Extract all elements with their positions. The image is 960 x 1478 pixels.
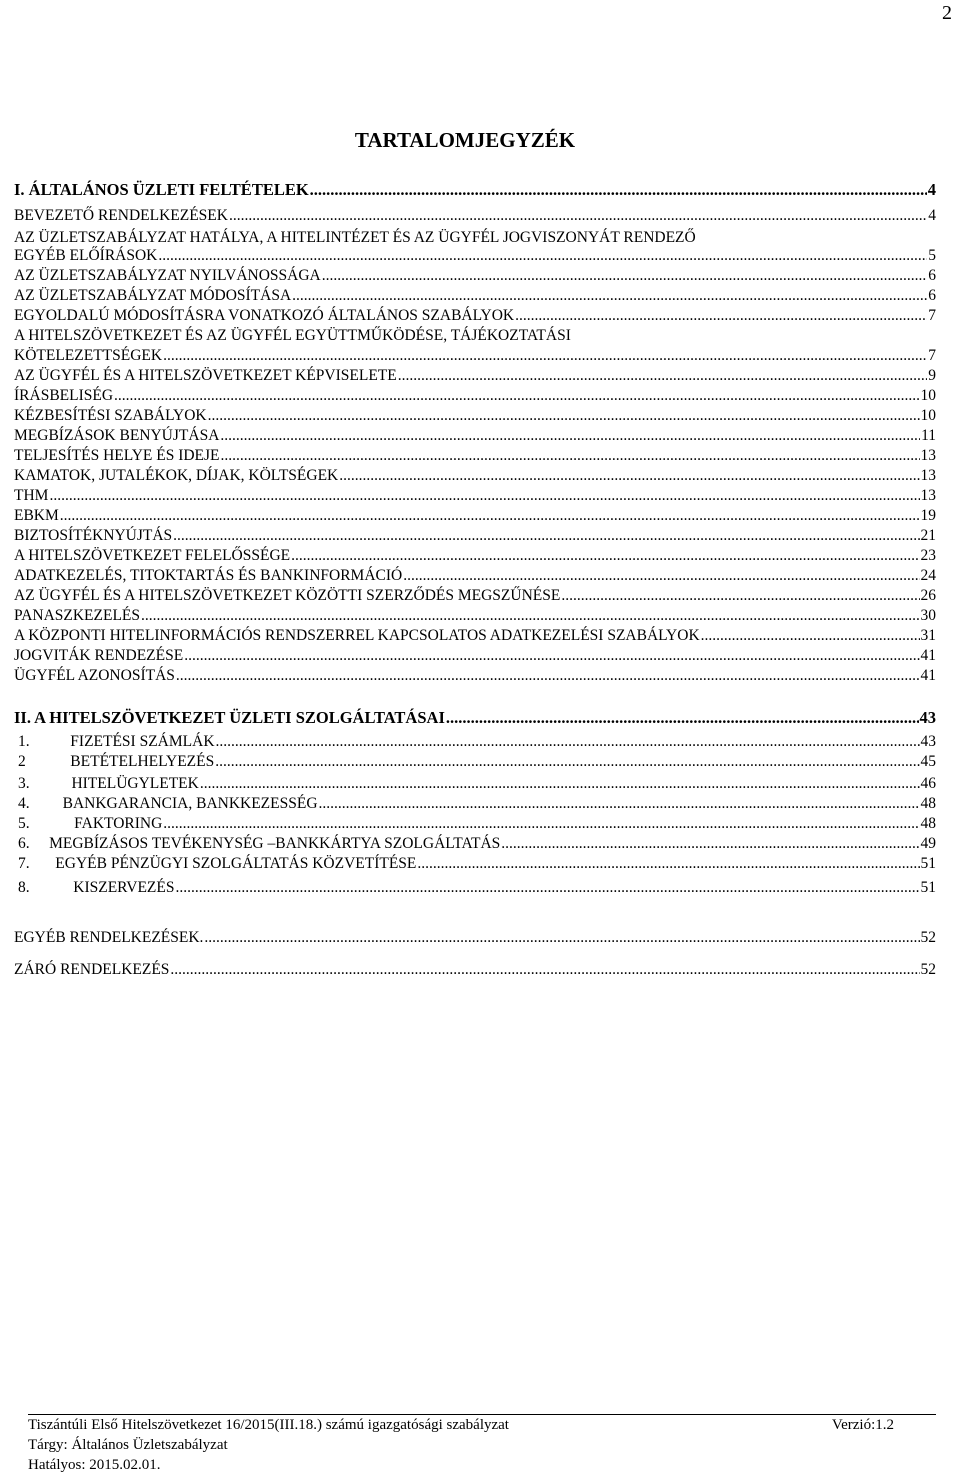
toc-dot-leader	[501, 834, 919, 854]
toc-entry-number: 8.	[18, 879, 30, 896]
toc-entry-page: 48	[920, 815, 936, 832]
toc-entry-page: 11	[921, 427, 936, 444]
toc-entry-label: AZ ÜGYFÉL ÉS A HITELSZÖVETKEZET KÉPVISELETE	[14, 367, 397, 384]
toc-dot-leader	[163, 346, 927, 366]
toc-entry-page: 13	[920, 467, 936, 484]
footer-institution: Tiszántúli Első Hitelszövetkezet 16/2015(III.18.) számú igazgatósági szabályzat	[28, 1417, 509, 1433]
toc-entry-page: 46	[920, 775, 936, 792]
toc-entry-label: KAMATOK, JUTALÉKOK, DÍJAK, KÖLTSÉGEK	[14, 467, 339, 484]
toc-entry[interactable]	[14, 606, 936, 626]
toc-dot-leader	[215, 752, 919, 772]
toc-dot-leader	[322, 266, 928, 286]
toc-entry[interactable]	[14, 346, 936, 366]
toc-dot-leader	[114, 386, 919, 406]
toc-dot-leader	[49, 486, 919, 506]
toc-entry[interactable]	[14, 266, 936, 286]
toc-dot-leader	[291, 546, 919, 566]
toc-dot-leader	[163, 814, 919, 834]
toc-entry-label: AZ ÜGYFÉL ÉS A HITELSZÖVETKEZET KÖZÖTTI SZERZŐDÉS MEGSZŰNÉSE	[14, 587, 561, 604]
toc-entry-label: A HITELSZÖVETKEZET FELELŐSSÉGE	[14, 547, 291, 564]
toc-entry-label: HITELÜGYLETEK	[71, 775, 199, 792]
toc-entry[interactable]	[14, 626, 936, 646]
toc-entry-number: 2	[18, 753, 26, 770]
toc-dot-leader	[200, 774, 920, 794]
toc-entry[interactable]	[18, 834, 936, 854]
toc-entry-label: THM	[14, 487, 49, 504]
toc-entry-page: 23	[920, 547, 936, 564]
toc-entry[interactable]	[14, 446, 936, 466]
toc-entry-label: KISZERVEZÉS	[73, 879, 175, 896]
toc-entry[interactable]	[14, 646, 936, 666]
toc-entry-number: 3.	[18, 775, 30, 792]
toc-entry[interactable]	[18, 814, 936, 834]
toc-entry-label: PANASZKEZELÉS	[14, 607, 141, 624]
toc-entry-label: EGYÉB RENDELKEZÉSEK.	[14, 929, 204, 946]
toc-entry[interactable]	[14, 526, 936, 546]
toc-entry-page: 5	[928, 247, 936, 264]
toc-entry-page: 6	[928, 267, 936, 284]
toc-entry[interactable]	[18, 752, 936, 772]
toc-entry-label: AZ ÜZLETSZABÁLYZAT NYILVÁNOSSÁGA	[14, 267, 321, 284]
toc-entry-page: 31	[920, 627, 936, 644]
toc-entry-label: ZÁRÓ RENDELKEZÉS	[14, 961, 170, 978]
toc-entry-label: BETÉTELHELYEZÉS	[70, 753, 215, 770]
toc-dot-leader	[701, 626, 920, 646]
toc-entry-page: 30	[920, 607, 936, 624]
toc-entry[interactable]	[14, 486, 936, 506]
toc-dot-leader	[176, 666, 920, 686]
page-title: TARTALOMJEGYZÉK	[354, 128, 576, 152]
toc-entry[interactable]	[14, 286, 936, 306]
toc-dot-leader	[158, 246, 927, 266]
toc-dot-leader	[204, 928, 919, 948]
toc-dot-leader	[60, 506, 920, 526]
toc-entry-page: 45	[920, 753, 936, 770]
footer-version: Verzió:1.2	[831, 1417, 894, 1433]
toc-entry-number: 6.	[18, 835, 30, 852]
toc-entry[interactable]	[14, 466, 936, 486]
toc-entry[interactable]	[14, 246, 936, 266]
toc-dot-leader	[141, 606, 919, 626]
toc-entry-page: 9	[928, 367, 936, 384]
toc-entry[interactable]	[18, 774, 936, 794]
toc-entry-label: ADATKEZELÉS, TITOKTARTÁS ÉS BANKINFORMÁCIÓ	[14, 567, 403, 584]
toc-entry-page: 26	[920, 587, 936, 604]
toc-entry-page: 21	[920, 527, 936, 544]
toc-dot-leader	[417, 854, 919, 874]
toc-entry-page: 52	[920, 929, 936, 946]
toc-dot-leader	[229, 206, 927, 226]
toc-entry-label: EGYÉB PÉNZÜGYI SZOLGÁLTATÁS KÖZVETÍTÉSE	[55, 855, 417, 872]
toc-dot-leader	[403, 566, 919, 586]
toc-entry-label: MEGBÍZÁSOK BENYÚJTÁSA	[14, 427, 220, 444]
toc-entry[interactable]	[18, 854, 936, 874]
toc-entry[interactable]	[14, 960, 936, 980]
toc-entry-label: TELJESÍTÉS HELYE ÉS IDEJE	[14, 447, 220, 464]
toc-entry-label: BANKGARANCIA, BANKKEZESSÉG	[62, 795, 318, 812]
toc-dot-leader	[216, 732, 920, 752]
toc-dot-leader	[310, 180, 927, 200]
toc-entry-page: 4	[927, 180, 936, 199]
toc-entry-label: FAKTORING	[74, 815, 163, 832]
toc-dot-leader	[561, 586, 919, 606]
footer-subject: Tárgy: Általános Üzletszabályzat	[28, 1437, 228, 1453]
toc-entry-label: A KÖZPONTI HITELINFORMÁCIÓS RENDSZERREL KAPCSOLATOS ADATKEZELÉSI SZABÁLYOK	[14, 627, 700, 644]
toc-entry-label: KÖTELEZETTSÉGEK	[14, 347, 163, 364]
footer	[28, 1414, 936, 1475]
toc-dot-leader	[175, 878, 919, 898]
toc-entry-page: 51	[920, 879, 936, 896]
toc-dot-leader	[398, 366, 928, 386]
toc-entry-page: 43	[919, 708, 936, 727]
toc-dot-leader	[184, 646, 919, 666]
toc-entry-page: 24	[920, 567, 936, 584]
toc-entry-label: BIZTOSÍTÉKNYÚJTÁS	[14, 527, 173, 544]
toc-entry[interactable]	[18, 878, 936, 898]
toc-entry-page: 10	[920, 407, 936, 424]
toc-entry-label: EBKM	[14, 507, 59, 524]
toc-entry-label: AZ ÜZLETSZABÁLYZAT MÓDOSÍTÁSA	[14, 287, 292, 304]
toc-entry[interactable]	[14, 206, 936, 226]
toc-entry[interactable]	[18, 794, 936, 814]
toc-entry[interactable]	[14, 306, 936, 326]
toc-entry-number: 5.	[18, 815, 30, 832]
toc-dot-leader	[292, 286, 927, 306]
toc-entry-page: 41	[920, 647, 936, 664]
toc-entry-label: ÍRÁSBELISÉG	[14, 387, 114, 404]
page-number: 2	[942, 2, 952, 24]
toc-entry-number: 1.	[18, 733, 30, 750]
toc-entry-page: 51	[920, 855, 936, 872]
toc-entry-page: 43	[920, 733, 936, 750]
toc-entry-page: 52	[920, 961, 936, 978]
toc-dot-leader	[319, 794, 920, 814]
toc-entry-label: ÜGYFÉL AZONOSÍTÁS	[14, 667, 175, 684]
toc-entry-number: 7.	[18, 855, 30, 872]
toc-entry[interactable]	[14, 426, 936, 446]
toc-dot-leader	[446, 708, 919, 728]
toc-entry-label: JOGVITÁK RENDEZÉSE	[14, 647, 184, 664]
toc-entry[interactable]	[14, 586, 936, 606]
toc-entry-label: KÉZBESÍTÉSI SZABÁLYOK	[14, 407, 207, 424]
toc-entry[interactable]	[14, 546, 936, 566]
toc-entry[interactable]	[14, 566, 936, 586]
toc-entry[interactable]	[18, 732, 936, 752]
toc-entry-page: 7	[928, 307, 936, 324]
footer-effective-date: Hatályos: 2015.02.01.	[28, 1457, 161, 1473]
toc-entry-label: II. A HITELSZÖVETKEZET ÜZLETI SZOLGÁLTATÁSAI	[14, 708, 445, 727]
toc-dot-leader	[170, 960, 919, 980]
toc-line-text: AZ ÜZLETSZABÁLYZAT HATÁLYA, A HITELINTÉZET ÉS AZ ÜGYFÉL JOGVISZONYÁT RENDEZŐ	[14, 229, 696, 246]
toc-entry-page: 10	[920, 387, 936, 404]
toc-entry[interactable]	[14, 928, 936, 948]
toc-entry-label: EGYÉB ELŐÍRÁSOK	[14, 247, 158, 264]
toc-dot-leader	[220, 426, 920, 446]
toc-entry-number: 4.	[18, 795, 30, 812]
toc-entry-label: MEGBÍZÁSOS TEVÉKENYSÉG –BANKKÁRTYA SZOLGÁLTATÁS	[49, 835, 501, 852]
toc-entry[interactable]	[14, 366, 936, 386]
toc-dot-leader	[208, 406, 920, 426]
toc-entry[interactable]	[14, 506, 936, 526]
toc-entry-page: 4	[928, 207, 936, 224]
toc-entry-label: EGYOLDALÚ MÓDOSÍTÁSRA VONATKOZÓ ÁLTALÁNOS SZABÁLYOK	[14, 307, 515, 324]
toc-dot-leader	[173, 526, 919, 546]
toc-dot-leader	[515, 306, 927, 326]
toc-entry-page: 13	[920, 487, 936, 504]
toc-entry-label: FIZETÉSI SZÁMLÁK	[70, 733, 215, 750]
toc-entry[interactable]	[14, 180, 936, 200]
toc-dot-leader	[339, 466, 919, 486]
toc-entry[interactable]	[14, 708, 936, 728]
toc-entry[interactable]	[14, 386, 936, 406]
toc-entry[interactable]	[14, 406, 936, 426]
toc-entry-label: BEVEZETŐ RENDELKEZÉSEK	[14, 207, 228, 224]
toc-entry-page: 48	[920, 795, 936, 812]
toc-entry-page: 19	[920, 507, 936, 524]
toc-entry-label: I. ÁLTALÁNOS ÜZLETI FELTÉTELEK	[14, 180, 309, 199]
toc-entry-page: 49	[920, 835, 936, 852]
toc-entry-page: 13	[920, 447, 936, 464]
toc-entry[interactable]	[14, 666, 936, 686]
toc-entry-page: 6	[928, 287, 936, 304]
toc-line-text: A HITELSZÖVETKEZET ÉS AZ ÜGYFÉL EGYÜTTMŰKÖDÉSE, TÁJÉKOZTATÁSI	[14, 327, 571, 344]
toc-entry-page: 41	[920, 667, 936, 684]
toc-dot-leader	[221, 446, 920, 466]
toc-entry-page: 7	[928, 347, 936, 364]
